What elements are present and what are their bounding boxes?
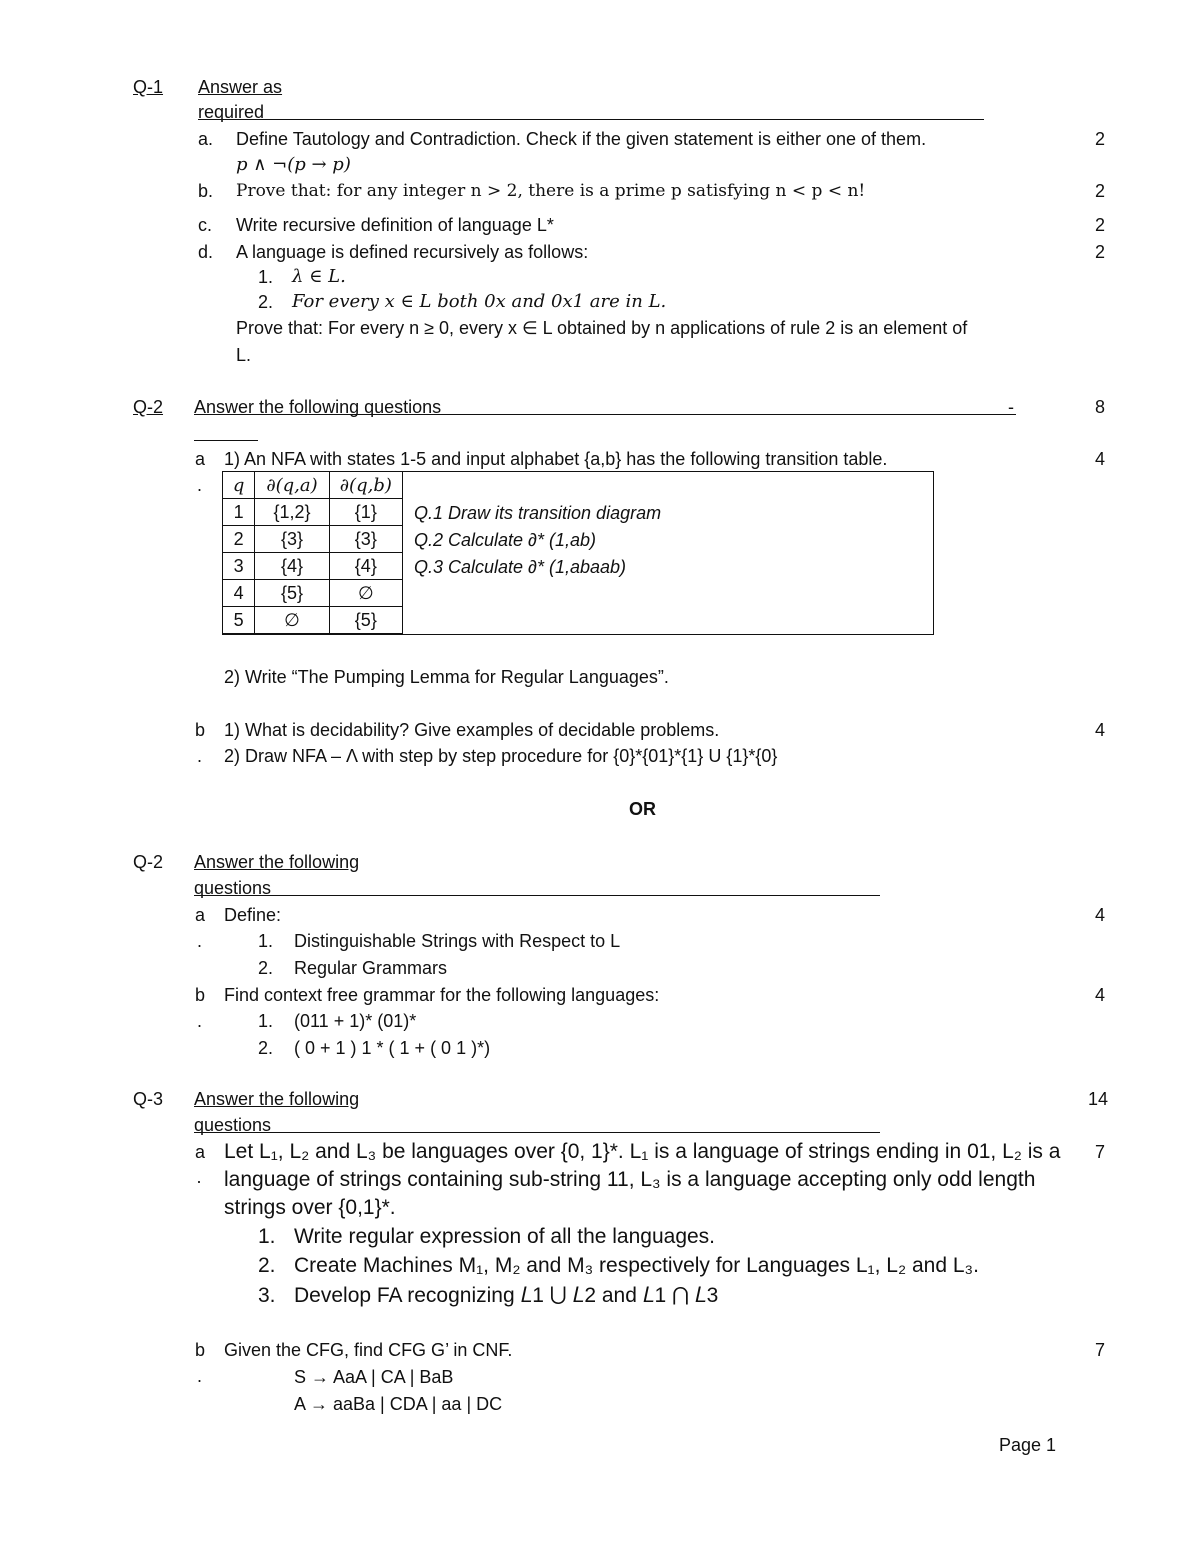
q2alt-b-item-1: (011 + 1)* (01)* bbox=[294, 1011, 417, 1031]
q3-heading: Answer the following bbox=[194, 1089, 360, 1109]
table-cell: 3 bbox=[223, 553, 255, 580]
q2alt-heading: Answer the following bbox=[194, 852, 360, 872]
q2alt-a-text: Define: bbox=[224, 905, 282, 925]
q1-c-marks: 2 bbox=[1095, 215, 1106, 235]
q2-marks: 8 bbox=[1095, 397, 1106, 417]
table-cell: {4} bbox=[255, 553, 329, 580]
q3-heading-cont: questions bbox=[194, 1115, 272, 1135]
q3-a-item-2-number: 2. bbox=[258, 1254, 276, 1277]
table-cell: 4 bbox=[223, 580, 255, 607]
q2alt-a-item-1-number: 1. bbox=[258, 931, 274, 951]
q2-b-marks: 4 bbox=[1095, 720, 1106, 740]
q2-a-letter: a bbox=[195, 449, 206, 469]
q3-b-dot: . bbox=[197, 1366, 203, 1386]
table-cell: 5 bbox=[223, 607, 255, 634]
q1-d-text: A language is defined recursively as follows: bbox=[236, 242, 589, 262]
table-subquestion-3: Q.3 Calculate ∂* (1,abaab) bbox=[414, 557, 627, 577]
q2alt-b-marks: 4 bbox=[1095, 985, 1106, 1005]
table-header-delta-b: ∂(q,b) bbox=[329, 472, 402, 499]
table-header-delta-a: ∂(q,a) bbox=[255, 472, 329, 499]
q1-rule2-number: 2. bbox=[258, 292, 274, 312]
q2alt-b-letter: b bbox=[195, 985, 206, 1005]
table-cell: {5} bbox=[255, 580, 329, 607]
q3-heading-rule bbox=[194, 1132, 880, 1133]
q3-a-text-cont-1: language of strings containing sub-string 11, L₃ is a language accepting only odd length bbox=[224, 1168, 1036, 1191]
table-row bbox=[223, 526, 403, 553]
q3-marks: 14 bbox=[1088, 1089, 1109, 1109]
q1-prove-text-cont: L. bbox=[236, 345, 252, 365]
table-cell: {5} bbox=[329, 607, 402, 634]
q3-a-item-1: Write regular expression of all the languages. bbox=[294, 1225, 716, 1248]
q2alt-b-item-2-number: 2. bbox=[258, 1038, 274, 1058]
q2alt-a-item-2-number: 2. bbox=[258, 958, 274, 978]
q2alt-heading-rule bbox=[194, 895, 880, 896]
q1-heading-cont: required bbox=[198, 102, 265, 122]
table-subquestion-2: Q.2 Calculate ∂* (1,ab) bbox=[414, 530, 596, 550]
q3-a-text: Let L₁, L₂ and L₃ be languages over {0, 1}*. L₁ is a language of strings ending in 01, L₂ is a bbox=[224, 1140, 1061, 1163]
q3-grammar-line-2: A → aaBa | CDA | aa | DC bbox=[294, 1394, 503, 1414]
table-cell: {3} bbox=[329, 526, 402, 553]
table-header-row bbox=[223, 472, 403, 499]
table-cell: {1} bbox=[329, 499, 402, 526]
q1-c-text: Write recursive definition of language L* bbox=[236, 215, 554, 235]
q2-heading-rule bbox=[194, 414, 1016, 415]
q2alt-b-dot: . bbox=[197, 1011, 203, 1031]
q2-a1-text: 1) An NFA with states 1-5 and input alphabet {a,b} has the following transition table. bbox=[224, 449, 888, 469]
q1-b-letter: b. bbox=[198, 181, 214, 201]
table-row bbox=[223, 580, 403, 607]
q3-a-text-cont-2: strings over {0,1}*. bbox=[224, 1196, 396, 1219]
table-header-q: q bbox=[223, 472, 255, 499]
table-row bbox=[223, 553, 403, 580]
q2-heading-rule-2 bbox=[194, 440, 258, 441]
table-cell: {1,2} bbox=[255, 499, 329, 526]
q2-dash: - bbox=[1008, 397, 1014, 417]
q2alt-a-dot: . bbox=[197, 931, 203, 951]
q1-heading: Answer as bbox=[198, 77, 283, 97]
q1-d-letter: d. bbox=[198, 242, 214, 262]
q2-b-letter: b bbox=[195, 720, 206, 740]
q2-heading: Answer the following questions bbox=[194, 397, 442, 417]
q2-a-marks: 4 bbox=[1095, 449, 1106, 469]
table-row bbox=[223, 607, 403, 634]
q1-a-letter: a. bbox=[198, 129, 214, 149]
q2-a-dot: . bbox=[197, 475, 203, 495]
q3-a-item-1-number: 1. bbox=[258, 1225, 276, 1248]
q2alt-a-item-2: Regular Grammars bbox=[294, 958, 448, 978]
q1-a-text: Define Tautology and Contradiction. Check if the given statement is either one of them. bbox=[236, 129, 927, 149]
q1-rule1-number: 1. bbox=[258, 267, 274, 287]
q1-a-formula: p ∧ ¬(p → p) bbox=[236, 154, 351, 175]
q3-a-item-3: Develop FA recognizing 𝐿1 ⋃ 𝐿2 and 𝐿1 ⋂ 𝐿3 bbox=[294, 1284, 719, 1307]
q3-b-marks: 7 bbox=[1095, 1340, 1106, 1360]
q1-number: Q-1 bbox=[133, 77, 164, 97]
table-cell: 2 bbox=[223, 526, 255, 553]
q3-b-text: Given the CFG, find CFG G’ in CNF. bbox=[224, 1340, 513, 1360]
table-cell: ∅ bbox=[255, 607, 329, 634]
q2-b2-text: 2) Draw NFA – Λ with step by step procedure for {0}*{01}*{1} U {1}*{0} bbox=[224, 746, 778, 766]
page-number: Page 1 bbox=[999, 1435, 1057, 1455]
q3-a-item-2: Create Machines M₁, M₂ and M₃ respectively for Languages L₁, L₂ and L₃. bbox=[294, 1254, 979, 1277]
q2-b-dot: . bbox=[197, 746, 203, 766]
q2alt-a-letter: a bbox=[195, 905, 206, 925]
q3-grammar-line-1: S → AaA | CA | BaB bbox=[294, 1367, 454, 1387]
q2alt-a-marks: 4 bbox=[1095, 905, 1106, 925]
q3-a-item-3-number: 3. bbox=[258, 1284, 276, 1307]
q1-rule2: For every x ∈ L both 0x and 0x1 are in L. bbox=[292, 291, 667, 312]
q2alt-b-item-1-number: 1. bbox=[258, 1011, 274, 1031]
or-divider: OR bbox=[629, 799, 656, 819]
q2-number: Q-2 bbox=[133, 397, 164, 417]
q2-b1-text: 1) What is decidability? Give examples of decidable problems. bbox=[224, 720, 720, 740]
q3-b-letter: b bbox=[195, 1340, 206, 1360]
table-subquestion-1: Q.1 Draw its transition diagram bbox=[414, 503, 662, 523]
q2-a2-text: 2) Write “The Pumping Lemma for Regular Languages”. bbox=[224, 667, 669, 687]
table-cell: {3} bbox=[255, 526, 329, 553]
q1-d-marks: 2 bbox=[1095, 242, 1106, 262]
q2alt-heading-cont: questions bbox=[194, 878, 272, 898]
table-cell: {4} bbox=[329, 553, 402, 580]
table-cell: ∅ bbox=[329, 580, 402, 607]
table-cell: 1 bbox=[223, 499, 255, 526]
q3-a-marks: 7 bbox=[1095, 1142, 1106, 1162]
q1-rule1: λ ∈ L. bbox=[292, 266, 346, 287]
q1-a-marks: 2 bbox=[1095, 129, 1106, 149]
q1-heading-rule bbox=[198, 119, 984, 120]
transition-table bbox=[222, 471, 403, 634]
q3-number: Q-3 bbox=[133, 1089, 164, 1109]
q2alt-a-item-1: Distinguishable Strings with Respect to L bbox=[294, 931, 621, 951]
q1-b-marks: 2 bbox=[1095, 181, 1106, 201]
table-row bbox=[223, 499, 403, 526]
q1-prove-text: Prove that: For every n ≥ 0, every x ∈ L obtained by n applications of rule 2 is an element of bbox=[236, 318, 968, 338]
q3-a-letter: a bbox=[195, 1142, 206, 1162]
q3-a-dot: · bbox=[196, 1171, 202, 1191]
q2alt-b-item-2: ( 0 + 1 ) 1 * ( 1 + ( 0 1 )*) bbox=[294, 1038, 491, 1058]
q2alt-number: Q-2 bbox=[133, 852, 164, 872]
q1-c-letter: c. bbox=[198, 215, 213, 235]
q1-b-text: Prove that: for any integer n > 2, there is a prime p satisfying n < p < n! bbox=[236, 181, 866, 201]
q2alt-b-text: Find context free grammar for the following languages: bbox=[224, 985, 660, 1005]
